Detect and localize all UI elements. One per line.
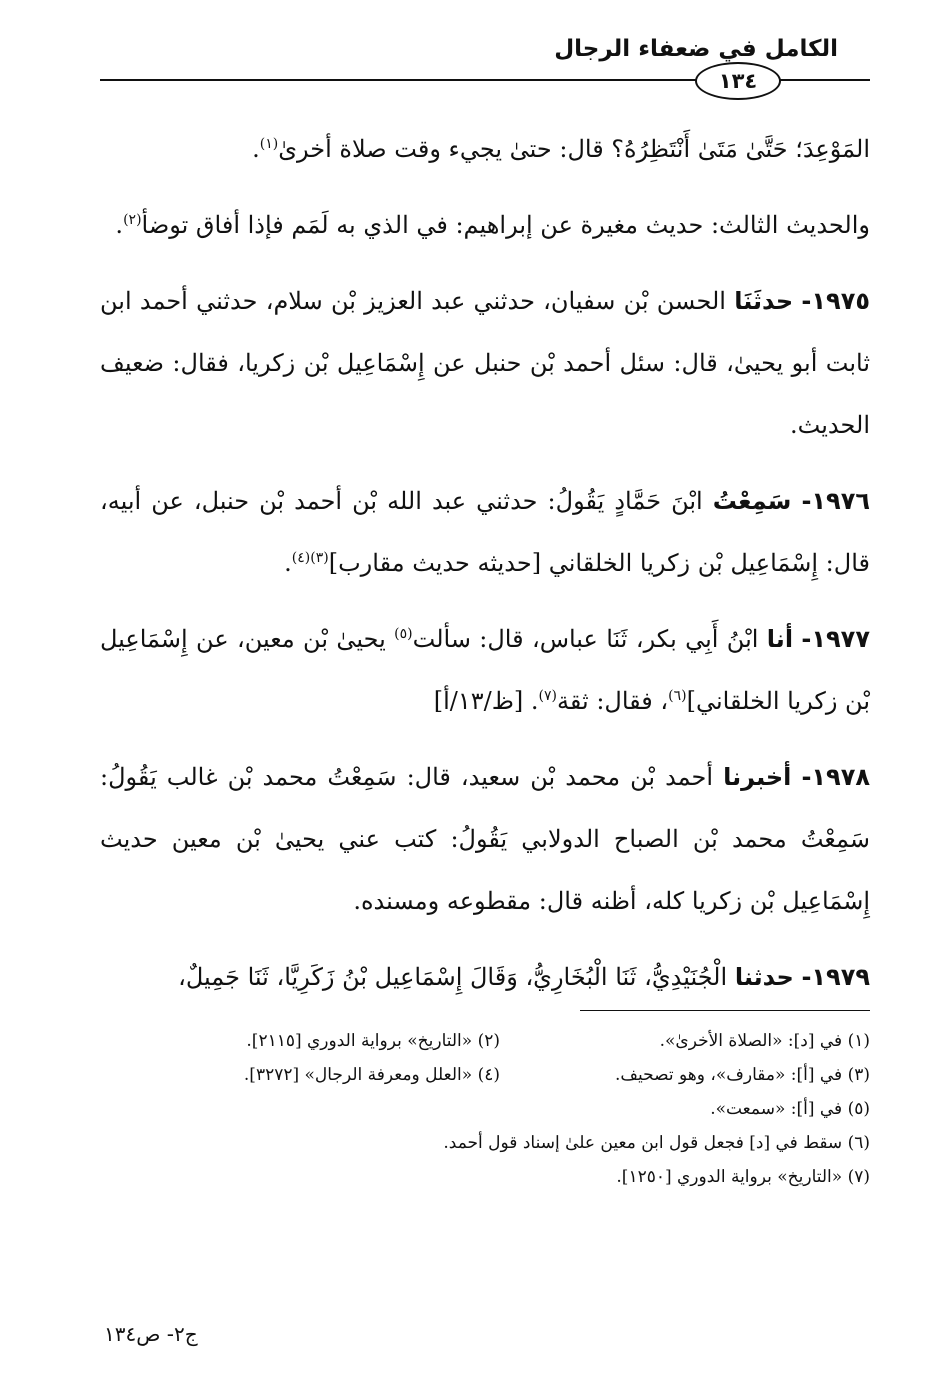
footnote-separator [580, 1010, 870, 1011]
transmission-keyword: أخبرنا [723, 763, 792, 791]
paragraph-text: ابْنَ حَمَّادٍ يَقُولُ: حدثني عبد الله بْن أحمد بْن حنبل، عن أبيه، قال: إِسْمَاعِيل بْن زكريا الخلقاني [حديثه حديث مقارب] [100, 487, 870, 577]
hadith-1979 [100, 946, 870, 1008]
footnote-marker: (٢) [123, 212, 142, 228]
page-number-badge [695, 62, 781, 100]
hadith-number: ١٩٧٩- [801, 963, 870, 991]
paragraph [100, 118, 870, 180]
transmission-keyword: سَمِعْتُ [712, 487, 792, 515]
hadith-1976 [100, 470, 870, 594]
footnote-row [130, 1024, 870, 1058]
transmission-keyword: أنا [766, 625, 794, 653]
footnote-2: (٢) «التاريخ» برواية الدوري [٢١١٥]. [246, 1031, 500, 1051]
transmission-keyword: حدثنا [734, 963, 794, 991]
footnote-marker: (٥) [394, 626, 413, 642]
running-title: الكامل في ضعفاء الرجال [554, 36, 838, 62]
hadith-1978 [100, 746, 870, 932]
volume-page-reference: ج٢- ص١٣٤ [104, 1322, 198, 1346]
paragraph-text: ، فقال: ثقة [557, 687, 669, 715]
hadith-number: ١٩٧٧- [801, 625, 870, 653]
transmission-keyword: حدثَنَا [734, 287, 794, 315]
footnote-6: (٦) سقط في [د] فجعل قول ابن معين علىٰ إسناد قول أحمد. [443, 1133, 870, 1153]
main-text [100, 118, 870, 1022]
hadith-number: ١٩٧٦- [801, 487, 870, 515]
footnote-marker: (١) [259, 136, 279, 152]
hadith-1975 [100, 270, 870, 456]
manuscript-reference: . [ظ/١٣/أ] [433, 687, 539, 715]
page-number: ١٣٤ [718, 69, 758, 93]
paragraph-text: والحديث الثالث: حديث مغيرة عن إبراهيم: في الذي به لَمَم فإذا أفاق توضأ [141, 211, 870, 239]
footnote-marker: (٦) [668, 688, 687, 704]
footnote-row [130, 1058, 870, 1092]
footnote-row [130, 1126, 870, 1160]
footnote-4: (٤) «العلل ومعرفة الرجال» [٣٢٧٢]. [243, 1065, 500, 1085]
paragraph-text: المَوْعِدَ؛ حَتَّىٰ مَتَىٰ أَنْتَظِرُهُ؟ قال: حتىٰ يجيء وقت صلاة أخرىٰ [278, 135, 870, 163]
footnote-1: (١) في [د]: «الصلاة الأخرىٰ». [659, 1031, 870, 1051]
paragraph-text: . [115, 211, 124, 239]
footnote-row [130, 1160, 870, 1194]
hadith-1977 [100, 608, 870, 732]
paragraph-text: . [284, 549, 292, 577]
footnote-7: (٧) «التاريخ» برواية الدوري [١٢٥٠]. [616, 1167, 870, 1187]
footnote-3: (٣) في [أ]: «مقارف»، وهو تصحيف. [615, 1065, 870, 1085]
footnote-marker: (٣)(٤) [291, 550, 329, 566]
footnotes [130, 1024, 870, 1194]
paragraph-text: ابْنُ أَبِي بكر، ثَنَا عباس، قال: سألت [412, 625, 759, 653]
paragraph-text: أحمد بْن محمد بْن سعيد، قال: سَمِعْتُ محمد بْن غالب يَقُولُ: سَمِعْتُ محمد بْن الصباح الدولابي يَقُولُ: كتب عني يحيىٰ بْن معين حديث إِسْمَاعِيل بْن زكريا كله، أظنه قال: مقطوعه ومسنده. [100, 763, 870, 915]
hadith-number: ١٩٧٨- [801, 763, 870, 791]
footnote-5: (٥) في [أ]: «سمعت». [710, 1099, 870, 1119]
footnote-row [130, 1092, 870, 1126]
paragraph-text: الْجُنَيْدِيُّ، ثَنَا الْبُخَارِيُّ، وَقَالَ إِسْمَاعِيل بْنُ زَكَرِيَّا، ثَنَا جَمِيلٌ، [178, 963, 728, 991]
paragraph-text: الحسن بْن سفيان، حدثني عبد العزيز بْن سلام، حدثني أحمد ابن ثابت أبو يحيىٰ، قال: سئل أحمد بْن حنبل عن إِسْمَاعِيل بْن زكريا، فقال: ضعيف الحديث. [100, 287, 870, 439]
hadith-number: ١٩٧٥- [801, 287, 870, 315]
footnote-marker: (٧) [538, 688, 558, 704]
paragraph-text: يحيىٰ بْن معين، عن إِسْمَاعِيل بْن زكريا الخلقاني] [100, 625, 870, 715]
paragraph-text: . [252, 135, 260, 163]
paragraph [100, 194, 870, 256]
